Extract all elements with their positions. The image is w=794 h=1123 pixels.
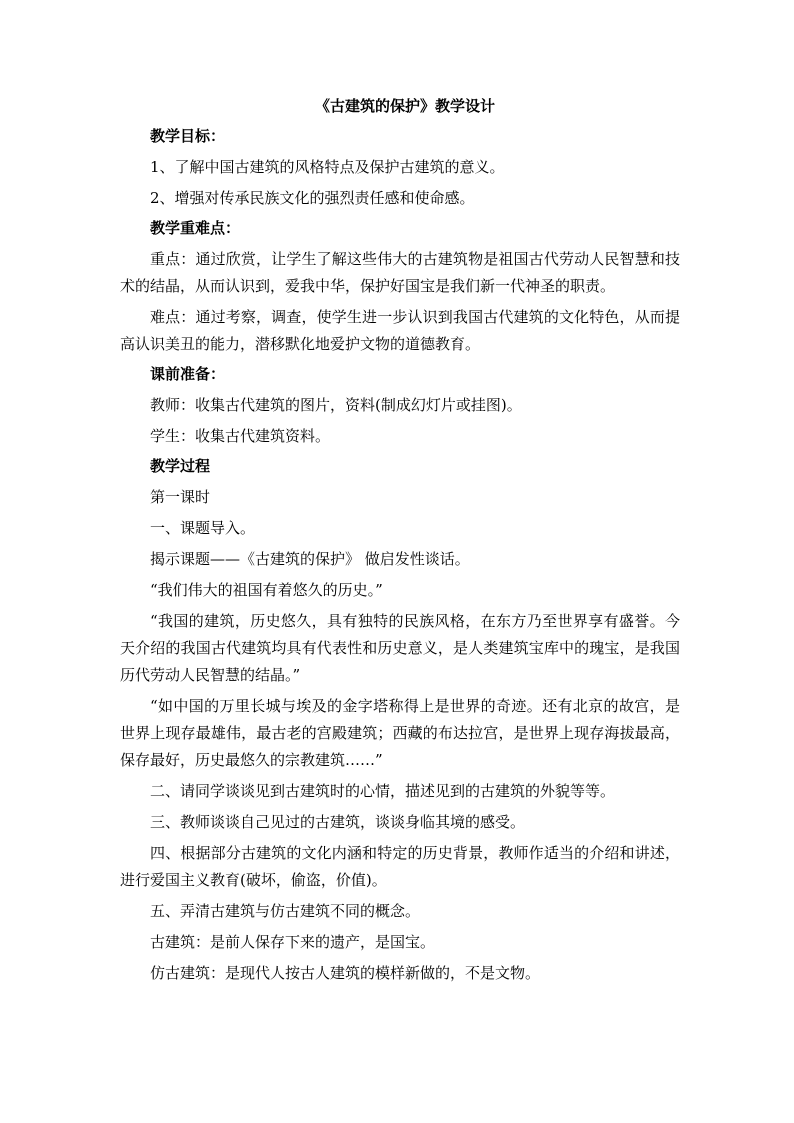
definition-ancient-building: 古建筑：是前人保存下来的遗产，是国宝。 <box>150 933 436 951</box>
document-body <box>120 94 680 991</box>
heading-preparation: 课前准备： <box>150 365 226 383</box>
quote-2: “我国的建筑，历史悠久，具有独特的民族风格，在东方乃至世界享有盛誉。今天介绍的我国古代建筑均具有代表性和历史意义，是人类建筑宝库中的瑰宝，是我国历代劳动人民智慧的结晶。” <box>120 612 680 684</box>
lesson-label: 第一课时 <box>150 488 211 506</box>
quote-1: “我们伟大的祖国有着悠久的历史。” <box>150 581 383 599</box>
definition-replica-building: 仿古建筑：是现代人按古人建筑的模样新做的，不是文物。 <box>150 964 541 982</box>
step-4: 四、根据部分古建筑的文化内涵和特定的历史背景，教师作适当的介绍和讲述，进行爱国主义教育(破坏，偷盗，价值)。 <box>120 844 680 889</box>
step-5: 五、弄清古建筑与仿古建筑不同的概念。 <box>150 902 421 920</box>
step-2: 二、请同学谈谈见到古建筑时的心情，描述见到的古建筑的外貌等等。 <box>150 782 616 800</box>
document-title: 《古建筑的保护》教学设计 <box>314 97 495 115</box>
step-3: 三、教师谈谈自己见过的古建筑，谈谈身临其境的感受。 <box>150 813 526 831</box>
difficult-point-paragraph: 难点：通过考察，调查，使学生进一步认识到我国古代建筑的文化特色，从而提高认识美丑的能力，潜移默化地爱护文物的道德教育。 <box>120 308 680 353</box>
goal-item-1: 1、了解中国古建筑的风格特点及保护古建筑的意义。 <box>150 158 505 176</box>
key-point-paragraph: 重点：通过欣赏，让学生了解这些伟大的古建筑物是祖国古代劳动人民智慧和技术的结晶，从而认识到，爱我中华，保护好国宝是我们新一代神圣的职责。 <box>120 250 680 295</box>
heading-teaching-goals: 教学目标： <box>150 127 226 145</box>
heading-key-difficult-points: 教学重难点： <box>150 219 241 237</box>
step-1: 一、课题导入。 <box>150 519 256 537</box>
heading-teaching-process: 教学过程 <box>150 457 211 475</box>
teacher-preparation: 教师：收集古代建筑的图片，资料(制成幻灯片或挂图)。 <box>150 396 522 414</box>
student-preparation: 学生：收集古代建筑资料。 <box>150 427 331 445</box>
quote-3: “如中国的万里长城与埃及的金字塔称得上是世界的奇迹。还有北京的故宫，是世界上现存最雄伟，最古老的宫殿建筑；西藏的布达拉宫，是世界上现存海拔最高，保存最好，历史最悠久的宗教建筑……” <box>120 697 680 769</box>
goal-item-2: 2、增强对传承民族文化的强烈责任感和使命感。 <box>150 189 475 207</box>
step-1-detail: 揭示课题——《古建筑的保护》 做启发性谈话。 <box>150 550 470 568</box>
